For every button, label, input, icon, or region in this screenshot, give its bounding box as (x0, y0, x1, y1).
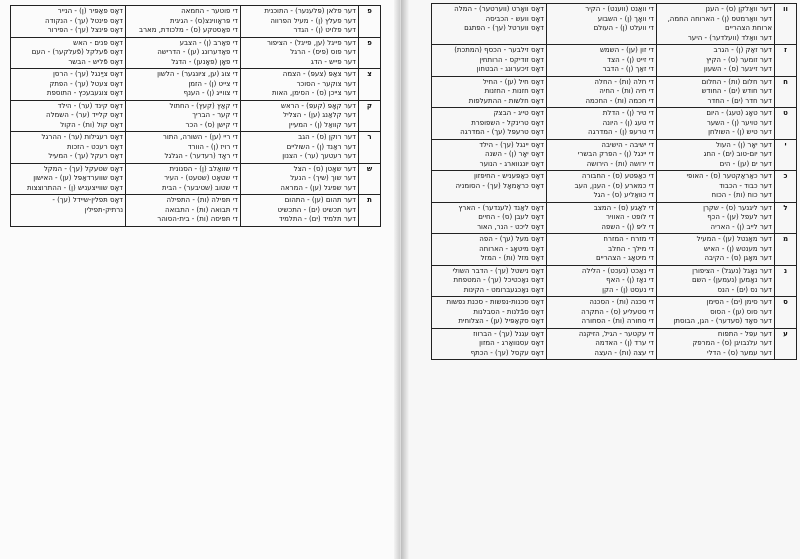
word-cell: די פוטער - החמאה די פּראָווינצ(ס) - הגיגית די פאַסטקע (ס) - מלכודת, מארב (126, 6, 241, 38)
right-page-edge (401, 0, 409, 559)
word-cell: דער קאָפּ (קעפּ) - הראש דער קלאַנג (ען) - הצליל דער קוואַל (ן) - המעיין (241, 100, 359, 132)
word-cell: דער זאַק (ן) - הגרב דער זומער (ס) - הקיץ דער זייגער (ס) - השעון (657, 45, 775, 77)
letter-heading: י (775, 139, 797, 171)
word-cell: דאָס זילבער - הכסף (המתכת) דאָס זודיקס - הרותחין דאָס זיכערונג - הבטחון (432, 45, 547, 77)
word-cell: דער פלאן (פּלענער) - התוכנית דער פעלץ (ן) - מעיל הפרווה דער פלויט (ן) - הגדר (241, 6, 359, 38)
table-row (432, 4, 797, 45)
word-cell: דאָס תּפלין-שיידל (עך) - נרתיק-תפילין (11, 195, 126, 227)
table-row (11, 132, 381, 164)
table-row (11, 100, 381, 132)
letter-heading: ז (775, 45, 797, 77)
word-cell: די חלה (ות) - החלה די חיה (ות) - החיה די חכמה (ות) - החכמה (547, 76, 657, 108)
table-row (432, 139, 797, 171)
word-cell: דער חלום (ות) - החלום דער חודש (ים) - החודש דער חדר (ים) - החדר (657, 76, 775, 108)
word-cell: דאָס מעל (עך) - הפה דאָס מיטאָג - הארוחה דאָס מזל (ות) - המזל (432, 234, 547, 266)
table-row (11, 37, 381, 69)
table-row (432, 297, 797, 329)
word-cell: דער רוקן (ס) - הגב דער ראַנד (ן) - השוליים דער רעטעך (ער) - הצנון (241, 132, 359, 164)
letter-heading: ת (359, 195, 381, 227)
table-row (432, 234, 797, 266)
table-row (432, 328, 797, 360)
word-cell: דאָס עגנל (עך) - הברווז דאָס עסנוואַרג - המזון דאָס עקסל (עך) - הכתף (432, 328, 547, 360)
word-cell: די ישיבה - הישיבה די יינגל (ן) - הפרק הבשרי די ירושה (ות) - הירושה (547, 139, 657, 171)
word-cell: דאָס חיל (ען) - החיל דאָס חזנות - החזנות דאָס חלשות - ההתעלפות (432, 76, 547, 108)
word-cell: דאָס טייג - הבצק דאָס טרינקל - השפופרת דאָס טרעפּל (עך) - המדרגה (432, 108, 547, 140)
word-cell: דער כאַראַקטער (ס) - האופי דער כבוד - הכבוד דער כוח (ות) - הכוח (657, 171, 775, 203)
right-page (400, 0, 800, 559)
word-cell: דאָס פאַפּיר (ן) - הנייר דאָס פינטל (עך) - הנקודה דאָס פּינצל (עך) - הפירור (11, 6, 126, 38)
word-cell: דער שאָטן (ס) - הצל דער שוך (שיך) - הנעל דער שפיגל (ען) - המראה (241, 163, 359, 195)
vocabulary-table-right (431, 3, 797, 360)
table-row (432, 202, 797, 234)
word-cell: די טיר (ן) - הדלת די טעג (ן) - היונה די טרעפּ (ן) - המדרגה (547, 108, 657, 140)
word-cell: דאָס כאַפּעניש - החיפזון דאָס כראָמאָל (עך) - הסומניה (432, 171, 547, 203)
letter-heading: פ (359, 37, 381, 69)
word-cell: די עקטער - הגיל, הזיקנה די ערד (ן) - האדמה די עצה (ות) - העצה (547, 328, 657, 360)
word-cell: די כאַפּטע (ס) - החבורה די כמארע (ס) - הענן, העב די כוואַליע (ס) - הגל (547, 171, 657, 203)
table-row (432, 76, 797, 108)
word-cell: די נאַכט (נעכט) - הלילה די נאָז (ן) - האף די נעסט (ן) - הקן (547, 265, 657, 297)
word-cell: דאָס סכנות-נפשות - סכנת נפשות דאָס סבֿלנות - הסבלנות דאָס סקאַפּיל (ען) - הצלוחית (432, 297, 547, 329)
word-cell: די סכנה (ות) - הסכנה די סטעליע (ס) - התקרה די סחורה (ות) - הסחורה (547, 297, 657, 329)
letter-heading: ש (359, 163, 381, 195)
word-cell: די תּפילה (ות) - התפילה די תּבואה (ות) - התבואה די תּפיסה (ות) - בית-הסוהר (126, 195, 241, 227)
word-cell: דער טאָג (טעג) - היום דער טויער (ן) - השער דער טיש (ן) - השולחן (657, 108, 775, 140)
table-row (11, 163, 381, 195)
word-cell: דאָס וואָרט (ווערטער) - המלה דאָס וועש - הכביסה דאָס ווערטל (עך) - הפתגם (432, 4, 547, 45)
word-cell: דער מאַנטל (ען) - המעיל דער מענטש (ן) - האיש דער מאָגן (ס) - הקיבה (657, 234, 775, 266)
word-cell: די זון (ען) - השמש די זייט (ן) - הצד די זאַך (ן) - הדבר (547, 45, 657, 77)
word-cell: דאָס יינגל (עך) - הילד דאָס יאָר (ן) - השנה דאָס יונגווארג - הנוער (432, 139, 547, 171)
letter-heading: ס (775, 297, 797, 329)
word-cell: דער יאָר (ן) - העול דער יום-טוב (ים) - החג דער ים (ען) - הים (657, 139, 775, 171)
table-row (432, 265, 797, 297)
vocabulary-table-left (10, 5, 381, 227)
word-cell: דער וואַלקן (ס) - הענן דער וואַרמטס (ן) - הארוחה החמה, ארוחת הצהריים דער וואַלד (וועלדער) - היער (657, 4, 775, 45)
word-cell: דאָס לאַנד (לענדער) - הארץ דאָס לעבן (ס) - החיים דאָס ליכט - הנר, האור (432, 202, 547, 234)
letter-heading: צ (359, 69, 381, 101)
word-cell: די שוואַלב (ן) - הסנונית די שטאָט (שטעט) - העיר די שטוב (שטיבער) - הבית (126, 163, 241, 195)
table-row (432, 171, 797, 203)
table-row (11, 6, 381, 38)
word-cell: די ריי (ען) - השורה, התור די רויז (ן) - הוורד די ראָד (רעדער) - הגלגל (126, 132, 241, 164)
word-cell: דאָס רעגילות (ער) - ההרגל דאָס רעכט - הזכות דאָס רעקל (עך) - המעיל (11, 132, 126, 164)
word-cell: דאָס פנים - האש דאָס פֿעלקל (פֿעלקער) - העם דאָס פֿליש - הבשר (11, 37, 126, 69)
word-cell: דער סימן (ים) - הסימן דער סוס (ען) - הסוס דער סאָד (סעדער) - הגן, הבוסתן (657, 297, 775, 329)
table-row (11, 195, 381, 227)
letter-heading: ח (775, 76, 797, 108)
table-row (11, 69, 381, 101)
letter-heading: פ (359, 6, 381, 38)
letter-heading: וו (775, 4, 797, 45)
word-cell: דער נאָגל (נעגל) - הציפורן דער נאָמען (נעמען) - השם דער נס (ים) - הנס (657, 265, 775, 297)
word-cell: דאָס קינד (ער) - הילד דאָס קלייד (ער) - השמלה דאָס קול (ות) - הקול (11, 100, 126, 132)
word-cell: דער ליגנער (ס) - שקרן דער לעפל (ען) - הכף דער לייב (ן) - האריה (657, 202, 775, 234)
word-cell: די פאַרב (ן) - הצבע די פאַדערונג (ען) - הדרישה די פאָן (פאָנען) - הדגל (126, 37, 241, 69)
letter-heading: כ (775, 171, 797, 203)
letter-heading: מ (775, 234, 797, 266)
word-cell: דער צאַפּ (צעפּ) - הצמה דער צוקער - הסוכר דער צייכן (ס) - הסימן, האות (241, 69, 359, 101)
letter-heading: ק (359, 100, 381, 132)
table-row (432, 45, 797, 77)
word-cell: דער תהום (ען) - התהום דער תכשיט (ים) - התכשיט דער תלמיד (ים) - התלמיד (241, 195, 359, 227)
word-cell: דאָס נישטל (עך) - הדבר השולי דאָס נאָכטיכל (עך) - המטפחת דאָס נאָכגעברומט - הקינות (432, 265, 547, 297)
word-cell: דער פייגל (ען, פייגל) - הציפור דער פוס (פיס) - הרגל דער פייש - הדג (241, 37, 359, 69)
word-cell: דאָס שטעקל (עך) - המקל דאָס שווערדאַפּל (ען) - האישון דאָס שווייצעניש (ן) - ההתרוצצות (11, 163, 126, 195)
word-cell: די לאַגע (ס) - המצב די לופט - האוויר די ליפּ (ן) - השפה (547, 202, 657, 234)
word-cell: די וואַנט (ווענט) - הקיר די וואָך (ן) - השבוע די וועלט (ן) - העולם (547, 4, 657, 45)
word-cell: די צוג (ען, ציונגער) - הלשון די צייט (ן) - הזמן די צווייג (ן) - הענף (126, 69, 241, 101)
table-row (432, 108, 797, 140)
letter-heading: ל (775, 202, 797, 234)
word-cell: דער עפּל - התפוח דער עלנבויגן (ס) - המרפק דער עמער (ס) - הדלי (657, 328, 775, 360)
letter-heading: ר (359, 132, 381, 164)
letter-heading: ע (775, 328, 797, 360)
word-cell: דאָס ציַינגל (עך) - הרסן דאָס צעטל (עך) - הפתק דאָס צוגעבעכץ - התוספת (11, 69, 126, 101)
word-cell: די מזרח - המזרח די מילך - החלב די מיטאָג - הצהריים (547, 234, 657, 266)
letter-heading: ט (775, 108, 797, 140)
word-cell: די קאַץ (קעץ) - החתול די קער - הבריך די קישן (ס) - הכר (126, 100, 241, 132)
letter-heading: נ (775, 265, 797, 297)
